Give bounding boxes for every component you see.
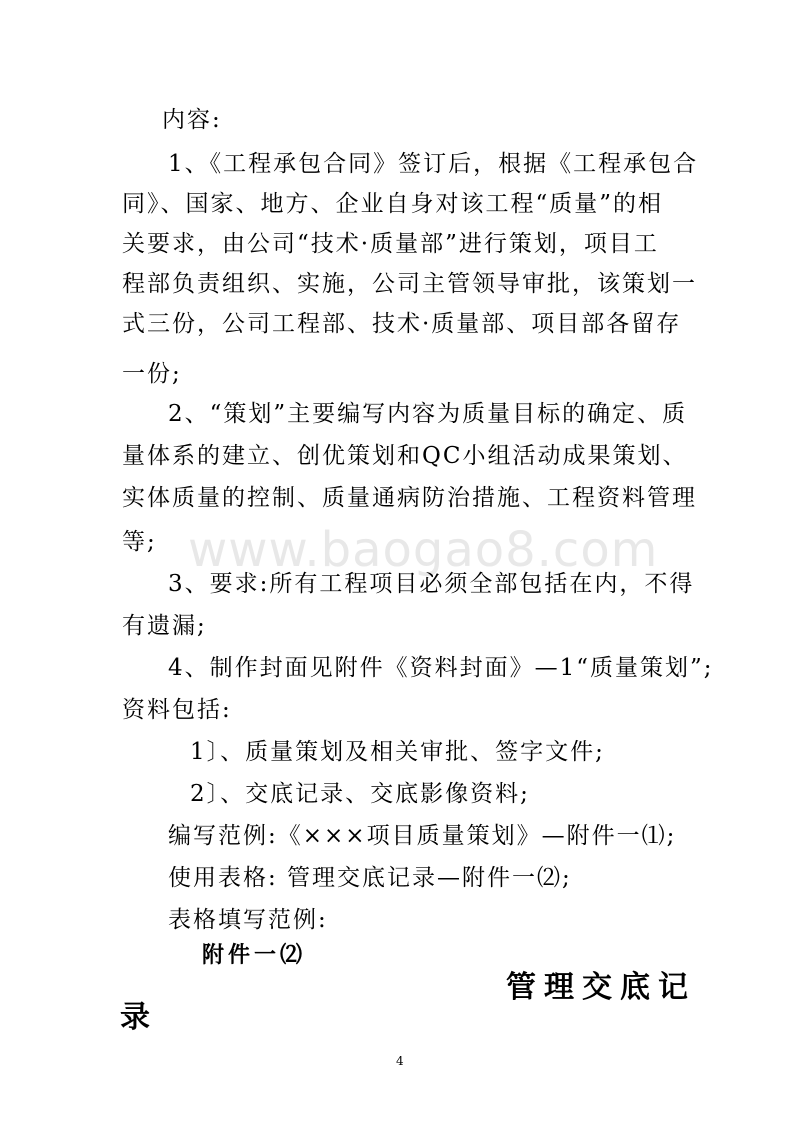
paragraph-line: 2、“策划”主要编写内容为质量目标的确定、质 [168,401,688,427]
paragraph-line: 3、要求:所有工程项目必须全部包括在内，不得 [168,571,695,597]
paragraph-line: 式三份，公司工程部、技术·质量部、项目部各留存 [122,311,682,337]
list-item: 1〕、质量策划及相关审批、签字文件; [190,739,605,765]
paragraph-line: 量体系的建立、创优策划和QC小组活动成果策划、 [122,443,688,469]
paragraph-line: 同》、国家、地方、企业自身对该工程“质量”的相 [122,191,664,217]
paragraph-line: 表格填写范例: [168,907,328,933]
paragraph-line: 编写范例:《×××项目质量策划》—附件一⑴; [168,823,677,849]
record-title-part1: 管理交底记 [506,970,696,1005]
paragraph-line: 一份; [122,361,182,387]
watermark: www.baogao8.com [188,522,659,578]
record-title-part2: 录 [120,1000,158,1035]
paragraph-line: 程部负责组织、实施，公司主管领导审批，该策划一 [122,271,697,297]
paragraph-line: 4、制作封面见附件《资料封面》—1“质量策划”; [168,655,714,681]
section-heading: 内容: [162,107,222,133]
attachment-label: 附件一⑵ [202,943,307,968]
paragraph-line: 资料包括: [122,697,232,723]
paragraph-line: 等; [122,529,157,555]
paragraph-line: 1、《工程承包合同》签订后，根据《工程承包合 [168,151,699,177]
page-number: 4 [396,1054,404,1068]
paragraph-line: 关要求，由公司“技术·质量部”进行策划，项目工 [122,231,659,257]
paragraph-line: 实体质量的控制、质量通病防治措施、工程资料管理 [122,485,697,511]
list-item: 2〕、交底记录、交底影像资料; [190,781,530,807]
paragraph-line: 有遗漏; [122,613,207,639]
paragraph-line: 使用表格: 管理交底记录—附件一⑵; [168,865,572,891]
